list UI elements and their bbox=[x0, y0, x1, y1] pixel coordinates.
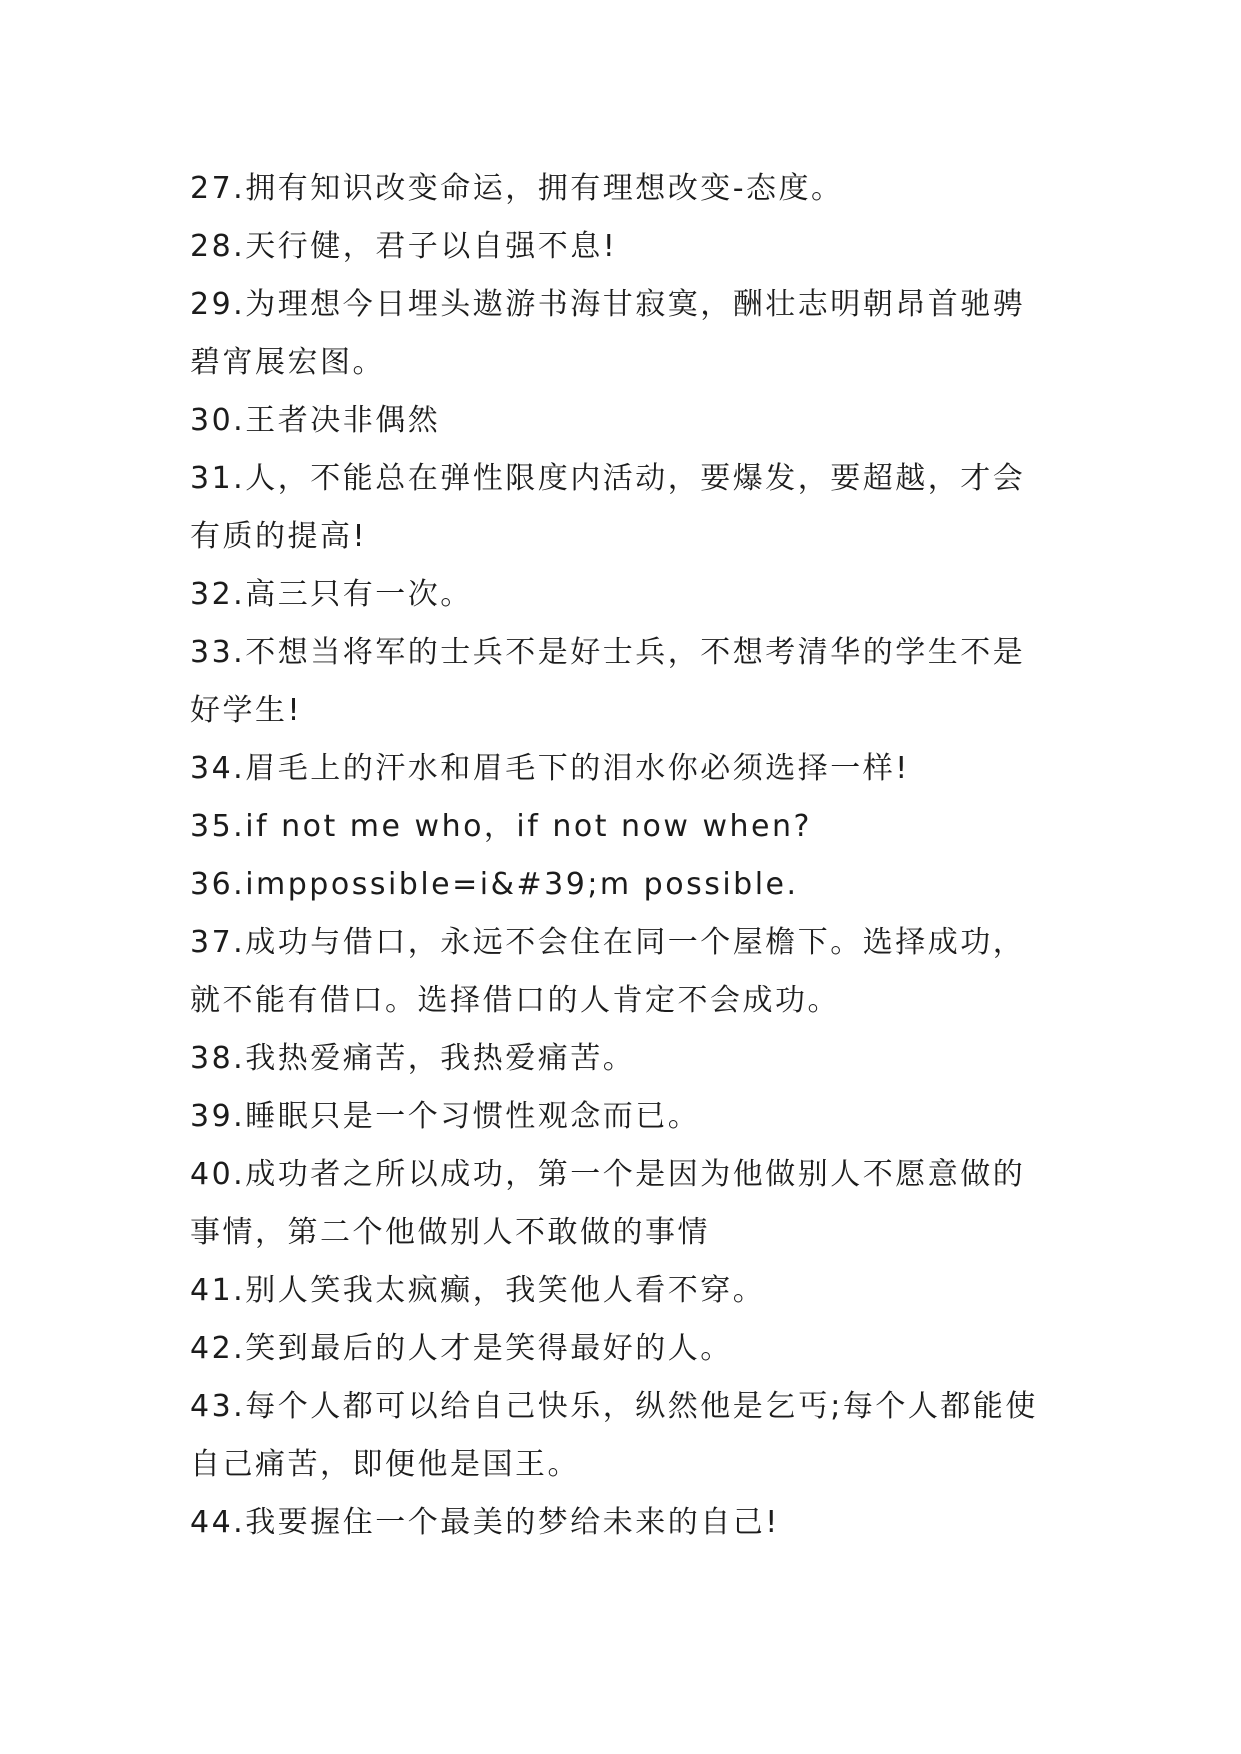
text-line: 29.为理想今日埋头遨游书海甘寂寞，酬壮志明朝昂首驰骋 bbox=[190, 287, 1026, 322]
text-line: 事情，第二个他做别人不敢做的事情 bbox=[190, 1215, 710, 1250]
text-line: 36.imppossible=i&#39;m possible. bbox=[190, 867, 799, 902]
text-line: 32.高三只有一次。 bbox=[190, 577, 473, 612]
text-line: 33.不想当将军的士兵不是好士兵，不想考清华的学生不是 bbox=[190, 635, 1026, 670]
text-line: 44.我要握住一个最美的梦给未来的自己! bbox=[190, 1505, 780, 1540]
text-line: 37.成功与借口，永远不会住在同一个屋檐下。选择成功， bbox=[190, 925, 1026, 960]
text-line: 就不能有借口。选择借口的人肯定不会成功。 bbox=[190, 983, 840, 1018]
text-line: 自己痛苦，即便他是国王。 bbox=[190, 1447, 580, 1482]
text-line: 30.王者决非偶然 bbox=[190, 403, 441, 438]
text-line: 有质的提高! bbox=[190, 519, 368, 554]
text-line: 好学生! bbox=[190, 693, 303, 728]
text-line: 35.if not me who，if not now when? bbox=[190, 809, 812, 844]
text-line: 42.笑到最后的人才是笑得最好的人。 bbox=[190, 1331, 733, 1366]
text-line: 39.睡眠只是一个习惯性观念而已。 bbox=[190, 1099, 701, 1134]
text-line: 34.眉毛上的汗水和眉毛下的泪水你必须选择一样! bbox=[190, 751, 910, 786]
text-line: 碧宵展宏图。 bbox=[190, 345, 385, 380]
quote-list bbox=[190, 160, 1070, 1552]
text-line: 40.成功者之所以成功，第一个是因为他做别人不愿意做的 bbox=[190, 1157, 1026, 1192]
text-line: 38.我热爱痛苦，我热爱痛苦。 bbox=[190, 1041, 636, 1076]
text-line: 41.别人笑我太疯癫，我笑他人看不穿。 bbox=[190, 1273, 766, 1308]
text-line: 31.人，不能总在弹性限度内活动，要爆发，要超越，才会 bbox=[190, 461, 1026, 496]
text-line: 27.拥有知识改变命运，拥有理想改变-态度。 bbox=[190, 171, 844, 206]
text-line: 28.天行健，君子以自强不息! bbox=[190, 229, 618, 264]
text-line: 43.每个人都可以给自己快乐，纵然他是乞丐;每个人都能使 bbox=[190, 1389, 1038, 1424]
